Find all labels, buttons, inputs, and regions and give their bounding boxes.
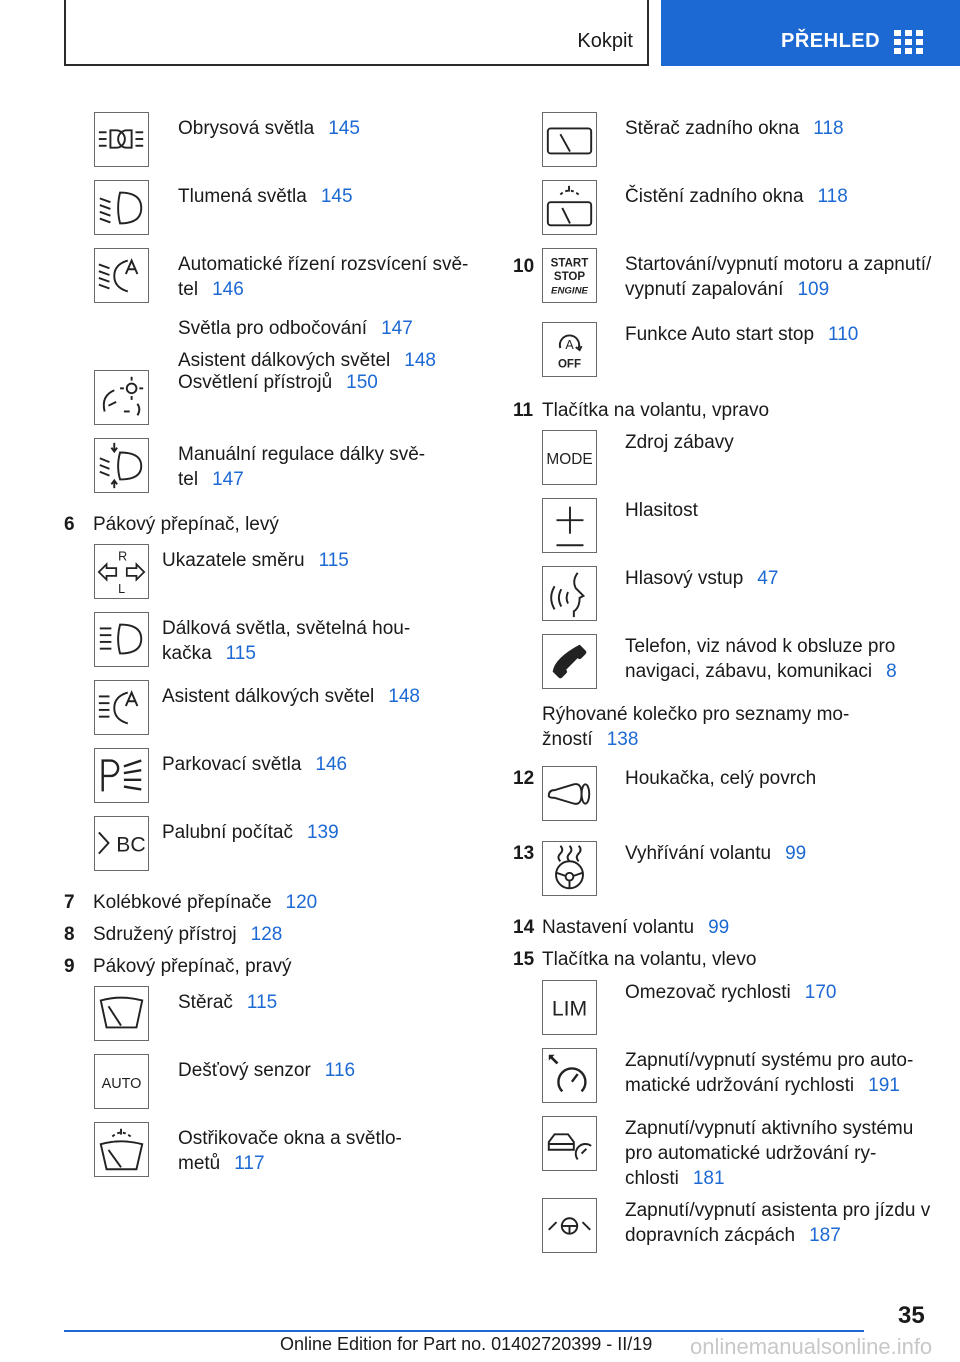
item-label-line: Ostřikovače okna a světlo- — [178, 1128, 402, 1149]
auto-headlight-icon — [94, 248, 149, 303]
item-label: Palubní počítač — [162, 822, 293, 843]
page-link[interactable]: 116 — [324, 1060, 356, 1081]
list-item — [178, 316, 498, 341]
parking-lights-icon — [94, 112, 149, 167]
parking-light-icon — [94, 748, 149, 803]
section-title-text: Sdružený přístroj — [93, 924, 237, 945]
item-label-line: žností — [542, 729, 593, 750]
page-link[interactable]: 47 — [757, 568, 779, 589]
svg-text:BC: BC — [116, 833, 146, 857]
horn-icon — [542, 766, 597, 821]
page-link[interactable]: 120 — [285, 892, 318, 913]
item-label: Ukazatele směru — [162, 550, 305, 571]
start-stop-icon — [542, 248, 597, 303]
section-title: Pákový přepínač, levý — [93, 514, 279, 535]
page-number: 35 — [898, 1302, 925, 1329]
list-item — [542, 702, 902, 752]
section-title-text: Nastavení volantu — [542, 917, 695, 938]
page-link[interactable]: 147 — [381, 318, 413, 339]
page-link[interactable]: 139 — [306, 822, 339, 843]
icon-caption: OFF — [557, 358, 582, 371]
section-number: 14 — [513, 917, 535, 938]
item-label-line: Zapnutí/vypnutí aktivního systému — [625, 1118, 914, 1139]
icon-caption: AUTO — [101, 1075, 142, 1092]
item-label-line: navigaci, zábavu, komunikaci — [625, 661, 873, 682]
grid-icon — [894, 30, 924, 54]
page-link[interactable]: 146 — [315, 754, 348, 775]
page-link[interactable]: 110 — [828, 324, 859, 345]
section-number: 10 — [513, 256, 535, 277]
rear-wiper-icon — [542, 112, 597, 167]
item-label: Houkačka, celý povrch — [625, 768, 817, 789]
item-label-line: Startování/vypnutí motoru a zapnutí/ — [625, 254, 932, 275]
header-chapter-tab[interactable] — [661, 0, 960, 66]
section-number: 6 — [64, 514, 75, 535]
washer-icon — [94, 1122, 149, 1177]
footer-edition: Online Edition for Part no. 01402720399 - II/19 — [280, 1334, 653, 1354]
page-link[interactable]: 145 — [328, 118, 360, 139]
page-link[interactable]: 8 — [886, 661, 897, 682]
page-link[interactable]: 128 — [250, 924, 283, 945]
page-link[interactable]: 138 — [606, 729, 639, 750]
mode-icon — [542, 430, 597, 485]
header-section-box — [64, 0, 649, 66]
high-beam-assistant-icon — [94, 680, 149, 735]
item-label: Omezovač rychlosti — [625, 982, 791, 1003]
page-link[interactable]: 181 — [692, 1168, 725, 1189]
active-cruise-icon — [542, 1116, 597, 1171]
page-link[interactable]: 147 — [212, 469, 244, 490]
section-title: Pákový přepínač, pravý — [93, 956, 292, 977]
rear-washer-icon — [542, 180, 597, 235]
page-link[interactable]: 99 — [708, 917, 730, 938]
item-label: Tlumená světla — [178, 186, 307, 207]
page-link[interactable]: 118 — [813, 118, 844, 139]
item-label-line: chlosti — [625, 1168, 679, 1189]
item-label: Světla pro odbočování — [178, 318, 368, 339]
page-link[interactable]: 170 — [804, 982, 837, 1003]
header-section-title: Kokpit — [577, 30, 633, 52]
volume-icon — [542, 498, 597, 553]
section-title-text: Kolébkové přepínače — [93, 892, 272, 913]
speed-limiter-icon — [542, 980, 597, 1035]
item-label: Asistent dálkových světel — [162, 686, 375, 707]
icon-caption: ENGINE — [551, 285, 588, 297]
item-label: Parkovací světla — [162, 754, 302, 775]
section-title — [93, 922, 282, 947]
section-number: 8 — [64, 924, 75, 945]
item-label-line: vypnutí zapalování — [625, 279, 784, 300]
section-title: Tlačítka na volantu, vlevo — [542, 949, 757, 970]
section-number: 15 — [513, 949, 535, 970]
item-label-line: Manuální regulace dálky svě- — [178, 444, 426, 465]
page-link[interactable]: 109 — [797, 279, 830, 300]
instrument-lighting-icon — [94, 370, 149, 425]
item-label-line: kačka — [162, 643, 212, 664]
icon-caption: LIM — [551, 997, 588, 1021]
section-number: 9 — [64, 956, 75, 977]
item-label-line: tel — [178, 469, 199, 490]
section-number: 12 — [513, 768, 535, 789]
item-label: Obrysová světla — [178, 118, 315, 139]
page-link[interactable]: 99 — [785, 843, 807, 864]
item-label-line: Telefon, viz návod k obsluze pro — [625, 636, 896, 657]
item-label: Vyhřívání volantu — [625, 843, 772, 864]
wiper-icon — [94, 986, 149, 1041]
section-number: 13 — [513, 843, 535, 864]
svg-text:L: L — [118, 582, 126, 597]
onboard-computer-icon — [94, 816, 149, 871]
header-chapter-title: PŘEHLED — [781, 30, 881, 52]
section-number: 7 — [64, 892, 75, 913]
item-label-line: Rýhované kolečko pro seznamy mo- — [542, 704, 850, 725]
item-label: Čistění zadního okna — [625, 186, 804, 207]
item-label: Zdroj zábavy — [625, 432, 734, 453]
voice-input-icon — [542, 566, 597, 621]
item-label: Stěrač — [178, 992, 233, 1013]
headlight-range-icon — [94, 438, 149, 493]
section-number: 11 — [513, 400, 534, 421]
page-link[interactable]: 148 — [404, 350, 436, 371]
icon-caption: MODE — [546, 450, 593, 468]
icon-caption: START — [550, 257, 589, 270]
page-link[interactable]: 146 — [212, 279, 244, 300]
traffic-jam-assistant-icon — [542, 1198, 597, 1253]
item-label-line: matické udržování rychlosti — [625, 1075, 855, 1096]
page-link[interactable]: 187 — [809, 1225, 841, 1246]
page-link[interactable]: 115 — [225, 643, 256, 664]
auto-start-stop-off-icon — [542, 322, 597, 377]
item-label-line: metů — [178, 1153, 221, 1174]
cruise-control-icon — [542, 1048, 597, 1103]
item-label-line: tel — [178, 279, 199, 300]
page-link[interactable]: 145 — [320, 186, 353, 207]
section-title: Tlačítka na volantu, vpravo — [542, 400, 770, 421]
item-label-line: dopravních zácpách — [625, 1225, 796, 1246]
page-link[interactable]: 148 — [388, 686, 420, 707]
item-label: Funkce Auto start stop — [625, 324, 815, 345]
item-label-line: Dálková světla, světelná hou- — [162, 618, 411, 639]
item-label-line: pro automatické udržování ry- — [625, 1143, 877, 1164]
page-link[interactable]: 115 — [318, 550, 349, 571]
turn-signal-icon — [94, 544, 149, 599]
rain-sensor-icon — [94, 1054, 149, 1109]
page-link[interactable]: 191 — [868, 1075, 900, 1096]
page-link[interactable]: 115 — [246, 992, 278, 1013]
high-beam-icon — [94, 612, 149, 667]
item-label: Hlasový vstup — [625, 568, 744, 589]
item-label-line: Automatické řízení rozsvícení svě- — [178, 254, 469, 275]
steering-heating-icon — [542, 841, 597, 896]
section-title — [93, 890, 317, 915]
icon-caption: STOP — [553, 270, 586, 283]
watermark: onlinemanualsonline.info — [690, 1334, 933, 1359]
low-beam-icon — [94, 180, 149, 235]
footer-divider — [64, 1330, 864, 1332]
page-link[interactable]: 118 — [817, 186, 848, 207]
item-label: Hlasitost — [625, 500, 698, 521]
item-label-line: Zapnutí/vypnutí asistenta pro jízdu v — [625, 1200, 931, 1221]
item-label: Dešťový senzor — [178, 1060, 311, 1081]
item-label: Stěrač zadního okna — [625, 118, 800, 139]
item-label-line: Zapnutí/vypnutí systému pro auto- — [625, 1050, 914, 1071]
page-link[interactable]: 117 — [234, 1153, 265, 1174]
phone-icon — [542, 634, 597, 689]
section-title — [542, 915, 729, 940]
svg-text:R: R — [118, 549, 128, 564]
item-label: Asistent dálkových světel — [178, 350, 391, 371]
icon-caption: A — [565, 338, 574, 353]
item-label: Osvětlení přístrojů — [178, 372, 333, 393]
page-link[interactable]: 150 — [346, 372, 378, 393]
